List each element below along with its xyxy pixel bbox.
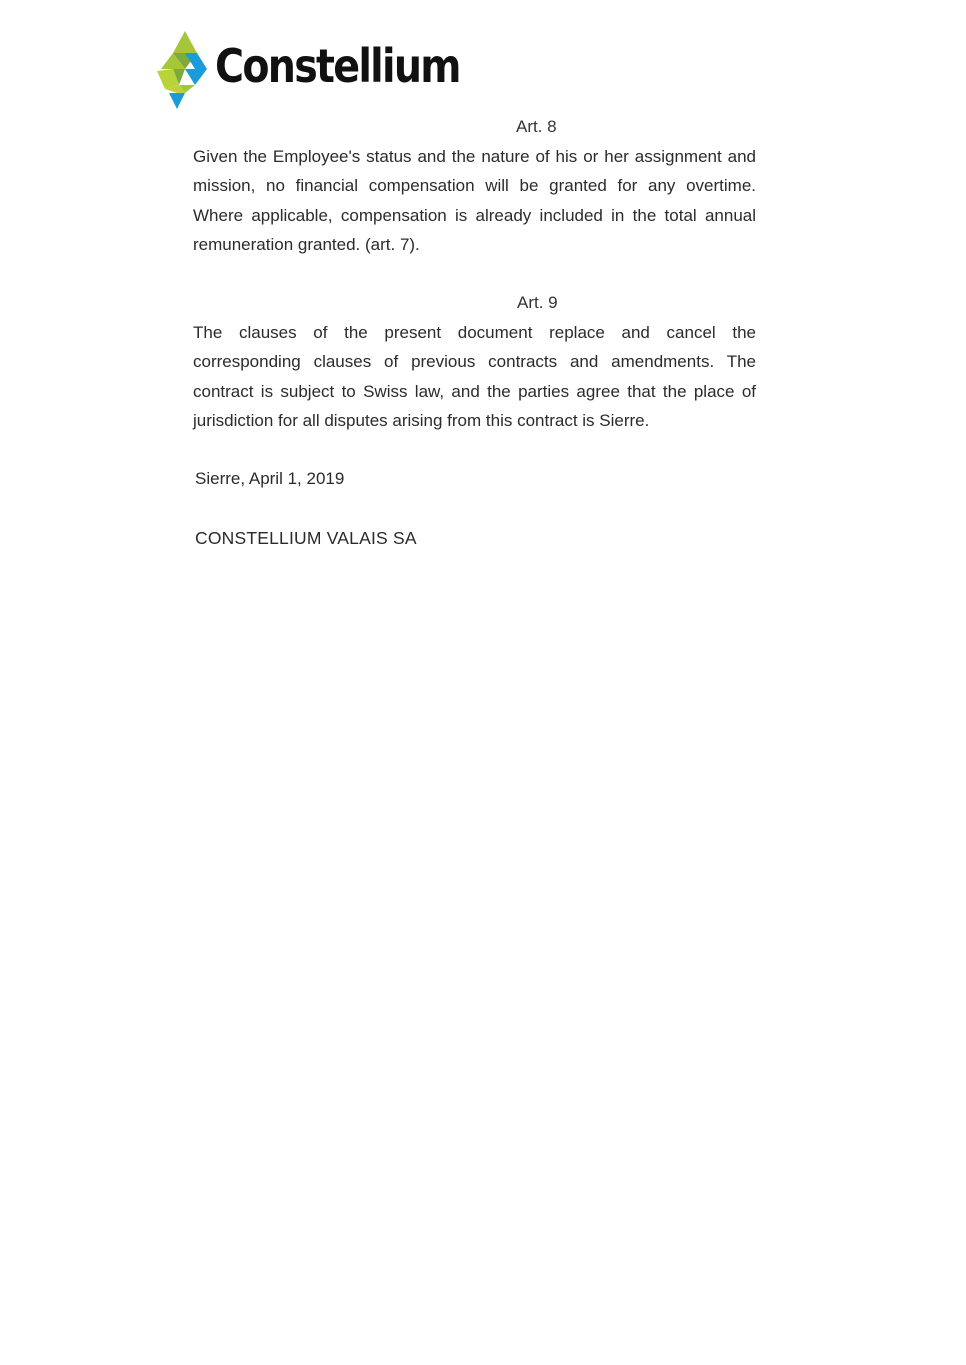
logo-wordmark: Constellium	[215, 39, 460, 93]
company-name: CONSTELLIUM VALAIS SA	[195, 528, 417, 548]
article-8-heading: Art. 8	[516, 117, 557, 136]
article-8-text: Given the Employee's status and the nature of his or her assignment and mission, no financial compensation will be granted for any overtime. Where applicable, compensation is already included in the total annual remuneration granted. (art. 7).	[193, 147, 756, 255]
constellium-logo-mark-icon	[155, 31, 211, 111]
article-9-text: The clauses of the present document replace and cancel the corresponding clauses of previous contracts and amendments. The contract is subject to Swiss law, and the parties agree that the place of jurisdiction for all disputes arising from this contract is Sierre.	[193, 323, 756, 431]
company-logo	[155, 31, 460, 111]
article-9-heading: Art. 9	[517, 293, 558, 312]
place-date: Sierre, April 1, 2019	[195, 469, 345, 488]
